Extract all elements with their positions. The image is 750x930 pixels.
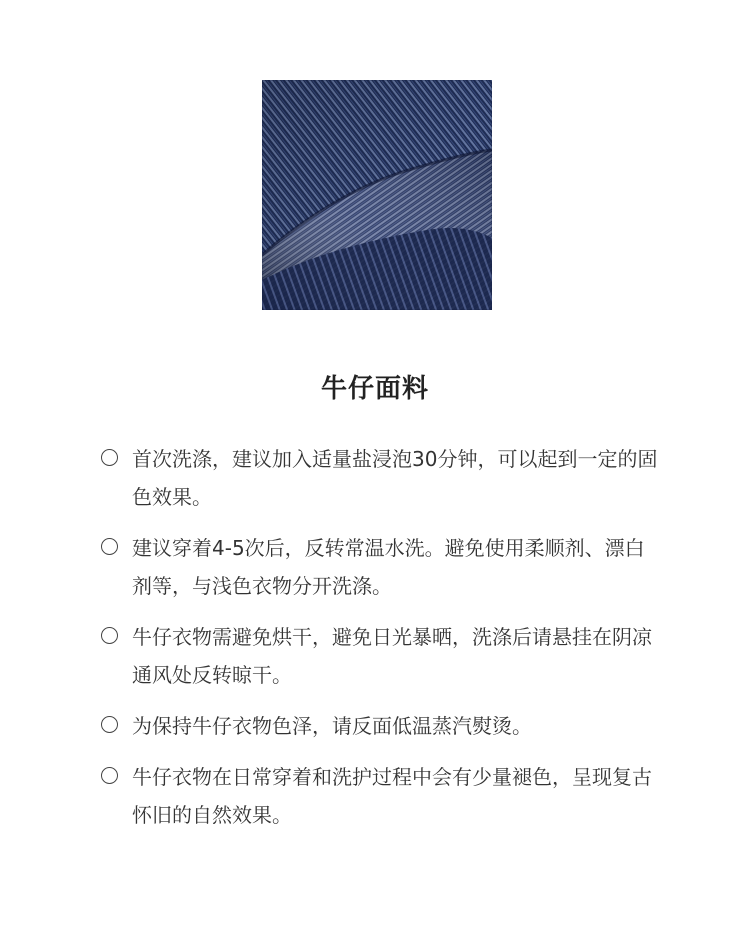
section-title: 牛仔面料 [320,374,429,404]
care-tip-text: 为保持牛仔衣物色泽，请反面低温蒸汽熨烫。 [132,714,532,738]
denim-fabric-illustration [262,80,492,310]
circle-bullet-icon [101,627,118,644]
care-tip-text: 牛仔衣物需避免烘干，避免日光暴晒，洗涤后请悬挂在阴凉通风处反转晾干。 [132,625,652,687]
list-item [100,707,660,745]
care-tip-text: 首次洗涤，建议加入适量盐浸泡30分钟，可以起到一定的固色效果。 [132,447,658,509]
list-item [100,529,660,605]
circle-bullet-icon [101,716,118,733]
care-tip-text: 建议穿着4-5次后，反转常温水洗。避免使用柔顺剂、漂白剂等，与浅色衣物分开洗涤。 [132,536,645,598]
care-tip-text: 牛仔衣物在日常穿着和洗护过程中会有少量褪色，呈现复古怀旧的自然效果。 [132,765,652,827]
circle-bullet-icon [101,449,118,466]
list-item [100,618,660,694]
list-item [100,440,660,516]
denim-fabric-image [262,80,492,310]
circle-bullet-icon [101,538,118,555]
circle-bullet-icon [101,767,118,784]
care-tips-list [100,440,660,834]
list-item [100,758,660,834]
